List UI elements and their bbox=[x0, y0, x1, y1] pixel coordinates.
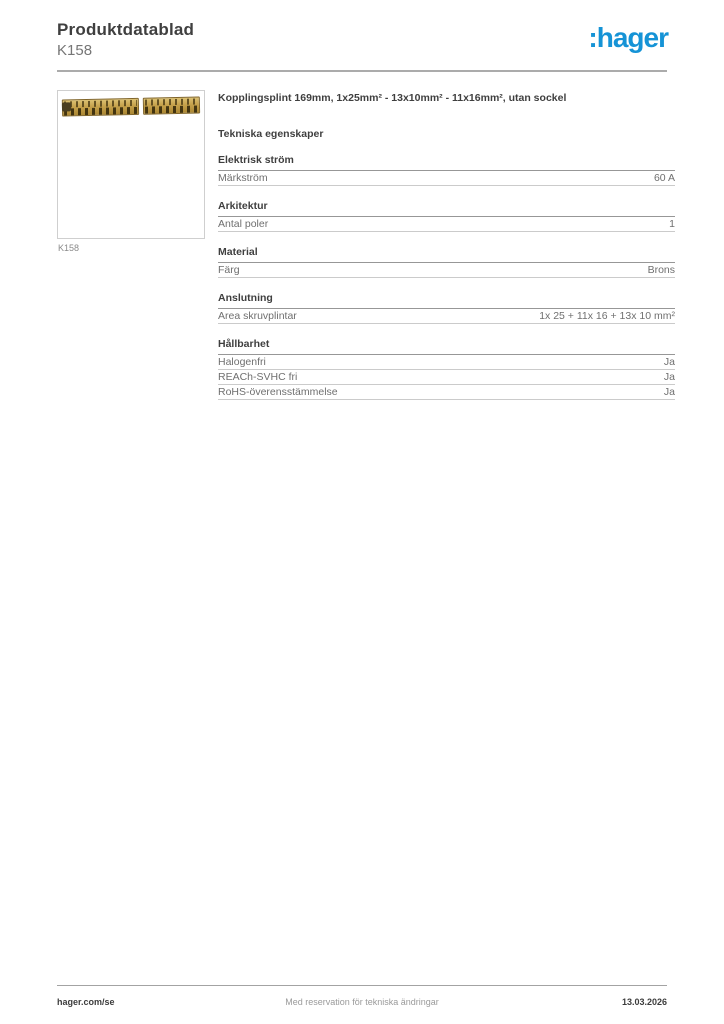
spec-label: REACh-SVHC fri bbox=[218, 371, 298, 383]
product-image bbox=[57, 90, 205, 239]
spec-row bbox=[218, 171, 675, 186]
product-reference: K158 bbox=[57, 42, 93, 59]
spec-value: Brons bbox=[647, 264, 675, 276]
terminal-strip-clamp bbox=[62, 102, 71, 111]
terminal-strip-illustration bbox=[62, 96, 200, 119]
spec-label: Färg bbox=[218, 264, 240, 276]
section-anslutning bbox=[218, 292, 675, 324]
spec-label: Märkström bbox=[218, 172, 268, 184]
page-header bbox=[57, 20, 194, 59]
datasheet-body bbox=[218, 92, 675, 400]
spec-value: Ja bbox=[663, 356, 675, 368]
spec-value: 1 bbox=[669, 218, 675, 230]
spec-label: Area skruvplintar bbox=[218, 310, 297, 322]
header-divider bbox=[57, 70, 667, 72]
spec-row bbox=[218, 217, 675, 232]
section-elektrisk-strom bbox=[218, 154, 675, 186]
spec-label: Antal poler bbox=[218, 218, 269, 230]
spec-value: Ja bbox=[663, 386, 675, 398]
footer-date: 13.03.2026 bbox=[621, 997, 667, 1007]
spec-row bbox=[218, 355, 675, 370]
product-description: Kopplingsplint 169mm, 1x25mm² - 13x10mm² - 11x16mm², utan sockel bbox=[218, 92, 567, 104]
section-material bbox=[218, 246, 675, 278]
spec-label: Halogenfri bbox=[218, 356, 266, 368]
page-title: Produktdatablad bbox=[57, 20, 195, 39]
spec-row bbox=[218, 263, 675, 278]
section-heading: Arkitektur bbox=[218, 200, 675, 217]
spec-value: Ja bbox=[663, 371, 675, 383]
hager-logo: :hager bbox=[588, 22, 668, 53]
section-arkitektur bbox=[218, 200, 675, 232]
page-footer bbox=[57, 997, 667, 1011]
terminal-strip-segment bbox=[62, 98, 139, 117]
spec-value: 60 A bbox=[653, 172, 675, 184]
section-heading: Elektrisk ström bbox=[218, 154, 675, 171]
spec-row bbox=[218, 370, 675, 385]
spec-value: 1x 25 + 11x 16 + 13x 10 mm² bbox=[539, 310, 675, 322]
footer-disclaimer: Med reservation för tekniska ändringar bbox=[285, 997, 439, 1007]
section-heading: Hållbarhet bbox=[218, 338, 675, 355]
product-image-caption: K158 bbox=[58, 243, 80, 253]
spec-label: RoHS-överensstämmelse bbox=[218, 386, 338, 398]
section-hallbarhet bbox=[218, 338, 675, 400]
footer-divider bbox=[57, 985, 667, 986]
section-heading: Material bbox=[218, 246, 675, 263]
hager-website-link[interactable]: hager.com/se bbox=[57, 997, 115, 1007]
section-heading: Anslutning bbox=[218, 292, 675, 309]
terminal-strip-segment bbox=[143, 96, 200, 114]
spec-row bbox=[218, 385, 675, 400]
spec-row bbox=[218, 309, 675, 324]
tech-properties-title: Tekniska egenskaper bbox=[218, 128, 324, 140]
